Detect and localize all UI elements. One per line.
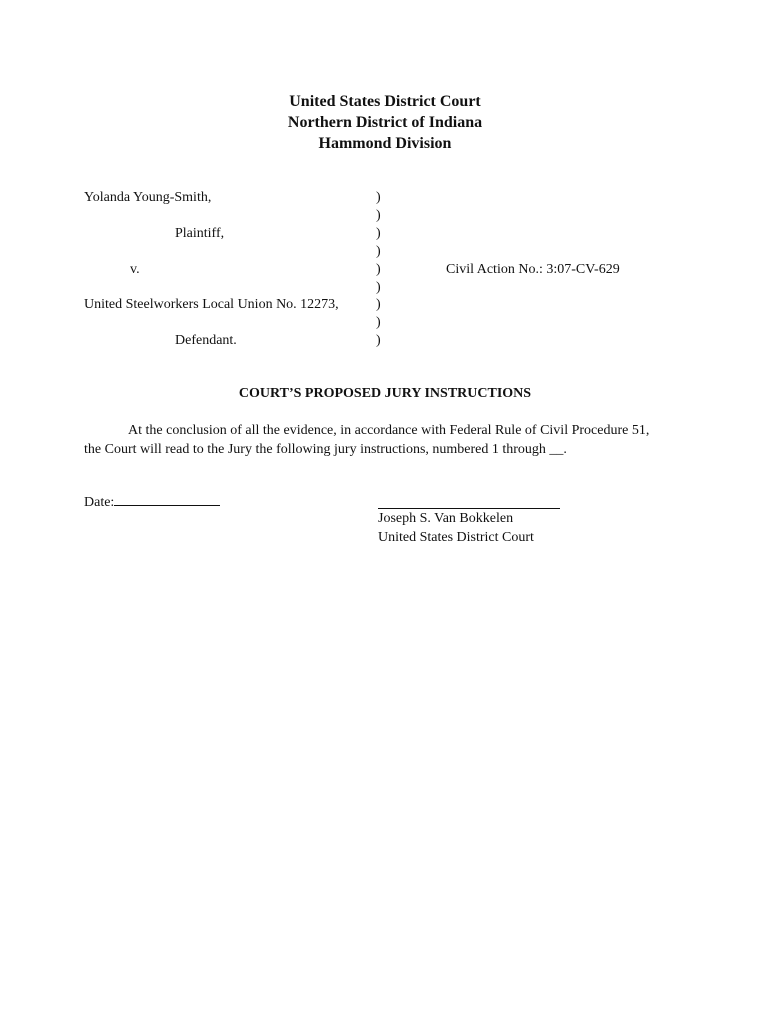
caption-paren: ) (376, 226, 381, 241)
defendant-role: Defendant. (175, 333, 237, 348)
district-name: Northern District of Indiana (287, 114, 483, 131)
caption-paren: ) (376, 244, 381, 259)
caption-paren: ) (376, 208, 381, 223)
plaintiff-role: Plaintiff, (175, 226, 225, 241)
division-name: Hammond Division (318, 135, 452, 152)
document-title: COURT’S PROPOSED JURY INSTRUCTIONS (238, 386, 532, 401)
date-label: Date: (84, 495, 115, 510)
caption-paren: ) (376, 262, 381, 277)
case-number: Civil Action No.: 3:07-CV-629 (446, 262, 620, 277)
caption-paren: ) (376, 315, 381, 330)
signer-name: Joseph S. Van Bokkelen (378, 511, 514, 526)
signer-title: United States District Court (378, 530, 534, 545)
caption-paren: ) (376, 297, 381, 312)
date-blank-line (114, 492, 220, 506)
signature-rule (378, 508, 560, 509)
body-paragraph (84, 421, 690, 459)
versus-label: v. (130, 262, 140, 277)
date-line (84, 492, 220, 512)
caption-paren: ) (376, 190, 381, 205)
body-line-1: At the conclusion of all the evidence, in accordance with Federal Rule of Civil Procedure 51, (128, 423, 650, 438)
plaintiff-name: Yolanda Young-Smith, (84, 190, 212, 205)
defendant-name: United Steelworkers Local Union No. 12273, (84, 297, 339, 312)
court-header (0, 91, 770, 154)
caption-paren: ) (376, 333, 381, 348)
body-line-2: the Court will read to the Jury the following jury instructions, numbered 1 through __. (84, 442, 567, 457)
caption-paren: ) (376, 280, 381, 295)
court-name: United States District Court (289, 93, 481, 110)
